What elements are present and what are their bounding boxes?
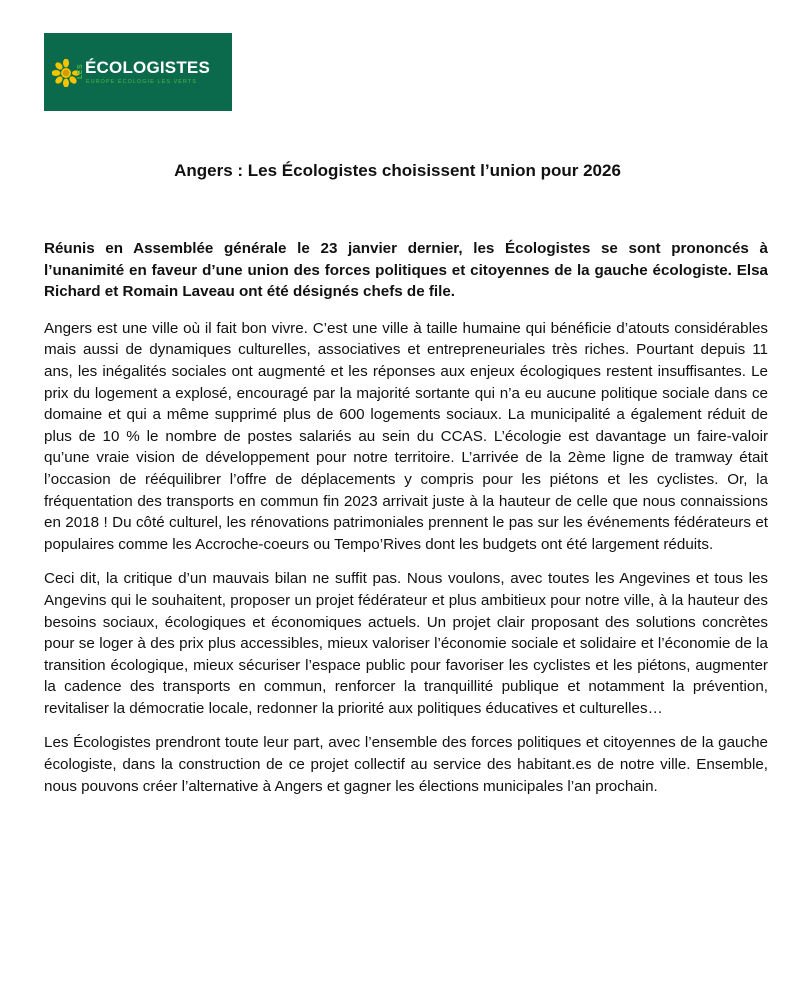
party-logo xyxy=(44,33,232,111)
logo-tagline: EUROPE ÉCOLOGIE LES VERTS xyxy=(86,79,197,85)
lead-paragraph: Réunis en Assemblée générale le 23 janvier dernier, les Écologistes se sont prononcés à l’unanimité en faveur d’une union des forces politiques et citoyennes de la gauche écologiste. Elsa Richard et Romain Laveau ont été désignés chefs de file. xyxy=(44,240,768,301)
body-paragraph: Angers est une ville où il fait bon vivre. C’est une ville à taille humaine qui bénéficie d’atouts considérables mais aussi de dynamiques culturelles, associatives et entrepreneuriales très riches. Pourtant depuis 11 ans, les inégalités sociales ont augmenté et les réponses aux enjeux écologiques restent insuffisantes. Le prix du logement a explosé, encouragé par la majorité sortante qui n’a eu aucune politique sociale dans ce domaine et qui a même supprimé plus de 600 logements sociaux. La municipalité a également réduit de plus de 10 % le nombre de postes salariés au sein du CCAS. L’écologie est davantage un faire-valoir qu’une vraie vision de développement pour notre territoire. L’arrivée de la 2ème ligne de tramway était l’occasion de rééquilibrer l’offre de déplacements y compris pour les piétons et les cyclistes. Or, la fréquentation des transports en commun fin 2023 arrivait juste à la hauteur de celle que nous connaissions en 2018 ! Du côté culturel, les rénovations patrimoniales prennent le pas sur les événements fédérateurs et populaires comme les Accroche-coeurs ou Tempo’Rives dont les budgets ont été largement réduits. xyxy=(44,319,768,553)
page-title: Angers : Les Écologistes choisissent l’union pour 2026 xyxy=(174,161,621,180)
body-paragraph: Les Écologistes prendront toute leur part, avec l’ensemble des forces politiques et citoyennes de la gauche écologiste, dans la construction de ce projet collectif au service des habitant.es de notre ville. Ensemble, nous pouvons créer l’alternative à Angers et gagner les élections municipales l’an prochain. xyxy=(44,734,768,795)
body-paragraph: Ceci dit, la critique d’un mauvais bilan ne suffit pas. Nous voulons, avec toutes les Angevines et tous les Angevins qui le souhaitent, proposer un projet fédérateur et plus ambitieux pour notre ville, à la hauteur des besoins sociaux, écologiques et économiques actuels. Un projet clair proposant des solutions concrètes pour se loger à des prix plus accessibles, mieux valoriser l’économie sociale et solidaire et l’économie de la transition écologique, mieux sécuriser l’espace public pour favoriser les cyclistes et les piétons, augmenter la cadence des transports en commun, renforcer la tranquillité publique et notamment la prévention, revitaliser la démocratie locale, redonner la priorité aux politiques éducatives et culturelles… xyxy=(44,570,768,717)
logo-brand-name: ÉCOLOGISTES xyxy=(85,58,210,77)
sunflower-icon xyxy=(52,59,80,87)
document-body xyxy=(44,238,768,810)
logo-prefix: LES xyxy=(77,63,84,79)
